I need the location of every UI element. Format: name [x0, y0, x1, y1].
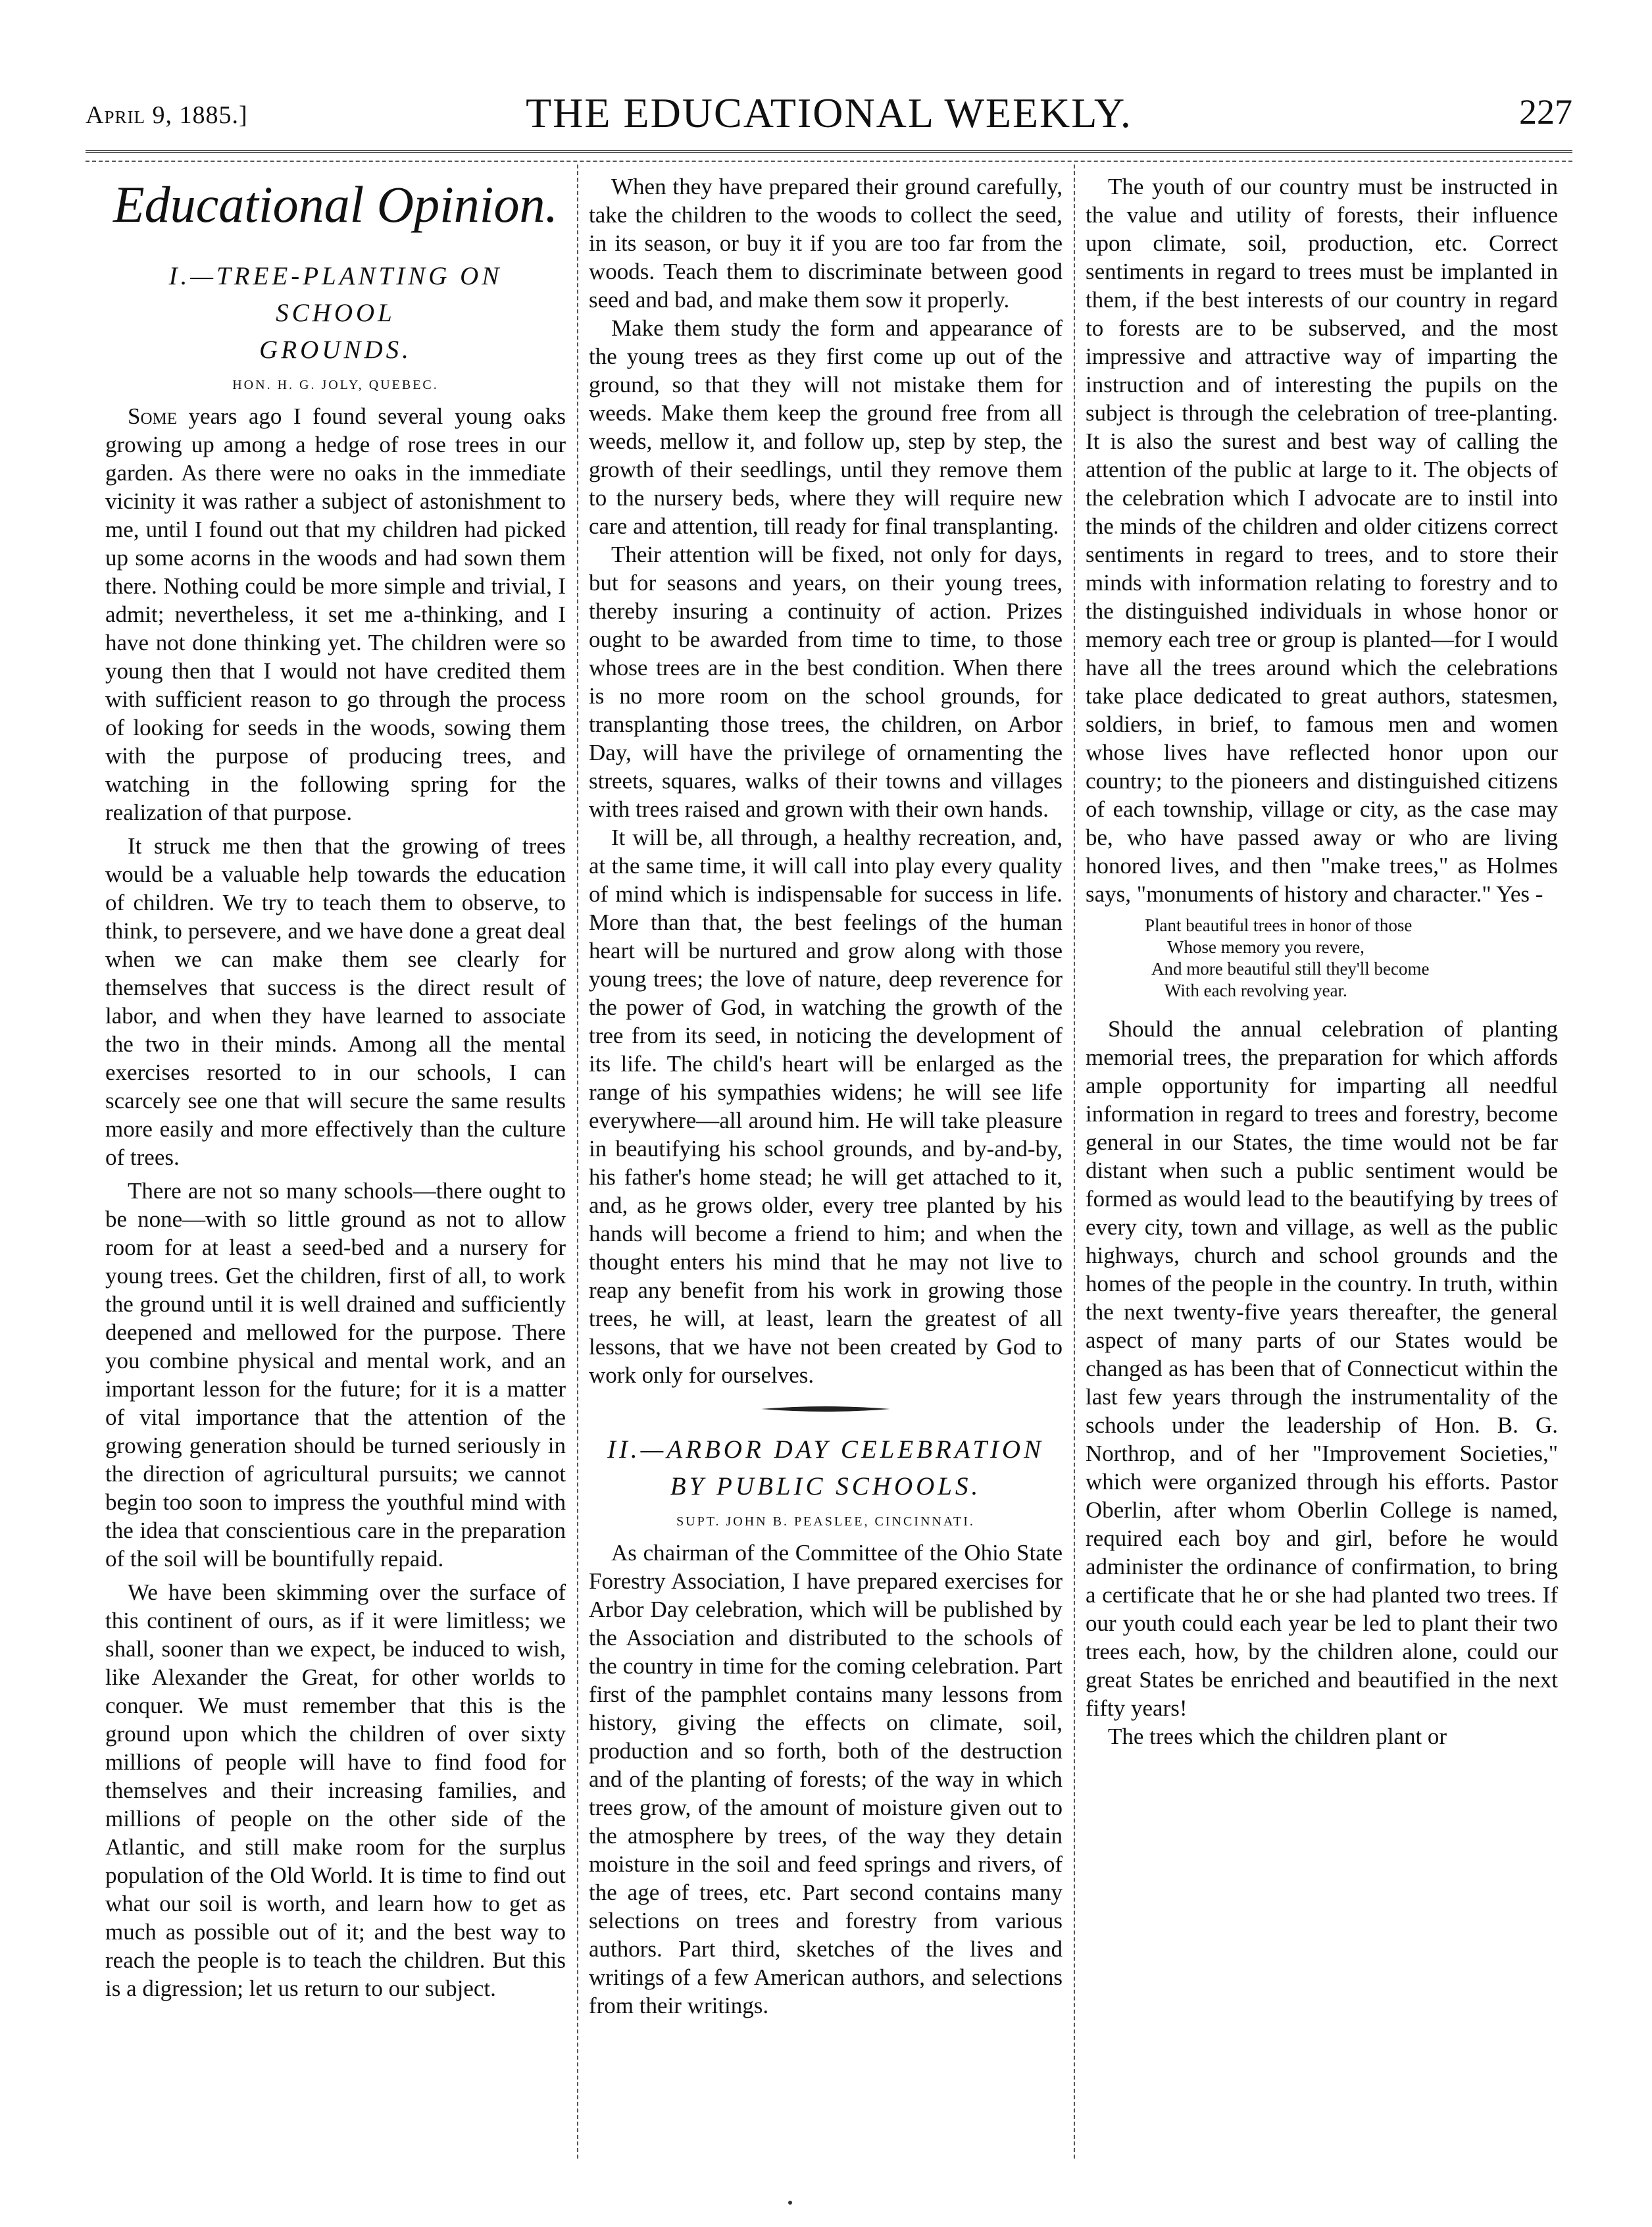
page-header: [86, 89, 1572, 141]
article-1-title-line-2: GROUNDS.: [259, 336, 412, 364]
article-1-byline: HON. H. G. JOLY, QUEBEC.: [232, 378, 439, 392]
article-1-paragraph: [105, 402, 566, 827]
article-1-paragraph: There are not so many schools—there ought to be none—with so little ground as not to allow room for at least a seed-bed and a nursery for young trees. Get the children, first of all, to work the ground until it is well drained and sufficiently deepened and mellowed for the purpose. There you combine physical and mental work, and an important lesson for the future; for it is a matter of vital importance that the attention of the growing generation should be turned seriously in the direction of agricultural pursuits; we cannot begin too soon to impress the youthful mind with the idea that conscientious care in the preparation of the soil will be bountifully repaid.: [105, 1178, 566, 1572]
article-1-paragraph: When they have prepared their ground carefully, take the children to the woods to collect the seed, in its season, or buy it if you are too far from the woods. Teach them to discriminate between good seed and bad, and make them sow it properly.: [589, 174, 1063, 313]
issue-date: April 9, 1885.]: [86, 101, 248, 129]
header-rule: [86, 150, 1572, 153]
poem-line: Whose memory you revere,: [1167, 937, 1364, 957]
poem: [1086, 915, 1558, 1002]
ornament-rule-icon: [760, 1404, 891, 1414]
header-rule-dashed: [86, 161, 1572, 162]
column-divider: [1074, 165, 1075, 2159]
drop-word: Some: [128, 403, 178, 429]
department-heading: Educational Opinion.: [113, 176, 558, 233]
column-2: [589, 172, 1063, 2153]
article-2-paragraph: The trees which the children plant or: [1108, 1724, 1447, 1749]
article-2-title: [589, 1431, 1063, 1505]
page-number: 227: [1519, 92, 1572, 132]
article-2-byline: SUPT. JOHN B. PEASLEE, CINCINNATI.: [676, 1514, 975, 1529]
print-mark: [788, 2201, 792, 2205]
column-1: [105, 172, 566, 2153]
poem-line: Plant beautiful trees in honor of those: [1145, 915, 1413, 935]
column-divider: [577, 165, 578, 2159]
article-2-paragraph: The youth of our country must be instructed in the value and utility of forests, their influence upon climate, soil, production, etc. Correct sentiments in regard to trees must be implanted in them, if the best interests of our country in regard to forests are to be subserved, and the most impressive and attractive way of imparting the instruction and of interesting the pupils on the subject is through the celebration of tree-planting. It is also the surest and best way of calling the attention of the public at large to it. The objects of the celebration which I advocate are to instil into the minds of the children and older citizens correct sentiments in regard to trees, and to store their minds with information relating to forestry and to the distinguished individuals in whose honor or memory each tree or group is planted—for I would have all the trees around which the celebrations take place dedicated to great authors, statesmen, soldiers, in brief, to famous men and women whose lives have reflected honor upon our country; to the pioneers and distinguished citizens of each township, village or city, as the case may be, who have passed away or who are living honored lives, and then "make trees," as Holmes says, "monuments of history and character." Yes -: [1086, 174, 1558, 907]
poem-line: And more beautiful still they'll become: [1151, 959, 1430, 979]
article-1-paragraph: It will be, all through, a healthy recreation, and, at the same time, it will call into play every quality of mind which is indispensable for success in life. More than that, the best feelings of the human heart will be nurtured and grow along with those young trees; the love of nature, deep reverence for the power of God, in watching the growth of the tree from its seed, in noticing the development of its life. The child's heart will be enlarged as the range of his sympathies widens; he will see life everywhere—all around him. He will take pleasure in beautifying his school grounds, and by-and-by, his father's home stead; he will get attached to it, and, as he grows older, every tree planted by his hands will become a friend to him; and when the thought enters his mind that he may not live to reap any benefit from his work in growing those trees, he will, at least, learn the greatest of all lessons, that we have not been created by God to work only for ourselves.: [589, 825, 1063, 1388]
article-2-title-line-1: II.—ARBOR DAY CELEBRATION: [607, 1435, 1045, 1464]
paragraph-text: years ago I found several young oaks growing up among a hedge of rose trees in our garden. As there were no oaks in the immediate vicinity it was rather a subject of astonishment to me, until I found out that my children had picked up some acorns in the woods and had sown them there. Nothing could be more simple and trivial, I admit; nevertheless, it set me a-thinking, and I have not done thinking yet. The children were so young then that I would not have credited them with sufficient reason to go through the process of looking for seeds in the woods, sowing them with the purpose of producing trees, and watching in the following spring for the realization of that purpose.: [105, 403, 566, 825]
poem-line: With each revolving year.: [1164, 981, 1347, 1000]
journal-title: THE EDUCATIONAL WEEKLY.: [526, 90, 1132, 136]
article-2-title-line-2: BY PUBLIC SCHOOLS.: [670, 1472, 982, 1500]
article-1-title: [105, 258, 566, 369]
article-1-paragraph: We have been skimming over the surface of this continent of ours, as if it were limitless; we shall, sooner than we expect, be induced to wish, like Alexander the Great, for other worlds to conquer. We must remember that this is the ground upon which the children of over sixty millions of people will have to find food for themselves and their increasing families, and millions of people on the other side of the Atlantic, and still make room for the surplus population of the Old World. It is time to find out what our soil is worth, and learn how to get as much as possible out of it; and the best way to reach the people is to teach the children. But this is a digression; let us return to our subject.: [105, 1579, 566, 2001]
article-1-title-line-1: I.—TREE-PLANTING ON SCHOOL: [168, 262, 503, 327]
article-1-paragraph: Their attention will be fixed, not only for days, but for seasons and years, on their young trees, thereby insuring a continuity of action. Prizes ought to be awarded from time to time, to those whose trees are in the best condition. When there is no more room on the school grounds, for transplanting those trees, the children, on Arbor Day, will have the privilege of ornamenting the streets, squares, walks of their towns and villages with trees raised and grown with their own hands.: [589, 542, 1063, 822]
article-1-paragraph: Make them study the form and appearance of the young trees as they first come up out of the ground, so that they will not mistake them for weeds. Make them keep the ground free from all weeds, mellow it, and follow up, step by step, the growth of their seedlings, until they remove them to the nursery beds, where they will require new care and attention, till ready for final transplanting.: [589, 315, 1063, 539]
column-3: [1086, 172, 1558, 2153]
section-ornament: [589, 1404, 1063, 1414]
article-1-paragraph: It struck me then that the growing of trees would be a valuable help towards the education of children. We try to teach them to observe, to think, to persevere, and we have done a great deal when we can make them see clearly for themselves that success is the direct result of labor, and when they have learned to associate the two in their minds. Among all the mental exercises resorted to in our schools, I can scarcely see one that will secure the same results more easily and more effectively than the culture of trees.: [105, 833, 566, 1170]
article-2-paragraph: Should the annual celebration of planting memorial trees, the preparation for which affords ample opportunity for imparting all needful information in regard to trees and forestry, become general in our States, the time would not be far distant when such a public sentiment would be formed as would lead to the beautifying by trees of every city, town and village, as well as the public highways, church and school grounds and the homes of the people in the country. In truth, within the next twenty-five years thereafter, the general aspect of many parts of our States would be changed as has been that of Connecticut within the last few years through the instrumentality of the schools under the leadership of Hon. B. G. Northrop, and of her "Improvement Societies," which were organized through his efforts. Pastor Oberlin, after whom Oberlin College is named, required each boy and girl, before he would administer the ordinance of confirmation, to bring a certificate that he or she had planted two trees. If our youth could each year be led to plant their two trees each, how, by the children alone, could our great States be enriched and beautified in the next fifty years!: [1086, 1016, 1558, 1721]
article-2-paragraph: As chairman of the Committee of the Ohio State Forestry Association, I have prepared exercises for Arbor Day celebration, which will be published by the Association and distributed to the schools of the country in time for the coming celebration. Part first of the pamphlet contains many lessons from history, giving the effects on climate, soil, production and so forth, both of the destruction and of the planting of forests; of the way in which trees grow, of the amount of moisture given out to the atmosphere by trees, of the way they detain moisture in the soil and feed springs and rivers, of the age of trees, etc. Part second contains many selections on trees and forestry from various authors. Part third, sketches of the lives and writings of a few American authors, and selections from their writings.: [589, 1540, 1063, 2018]
